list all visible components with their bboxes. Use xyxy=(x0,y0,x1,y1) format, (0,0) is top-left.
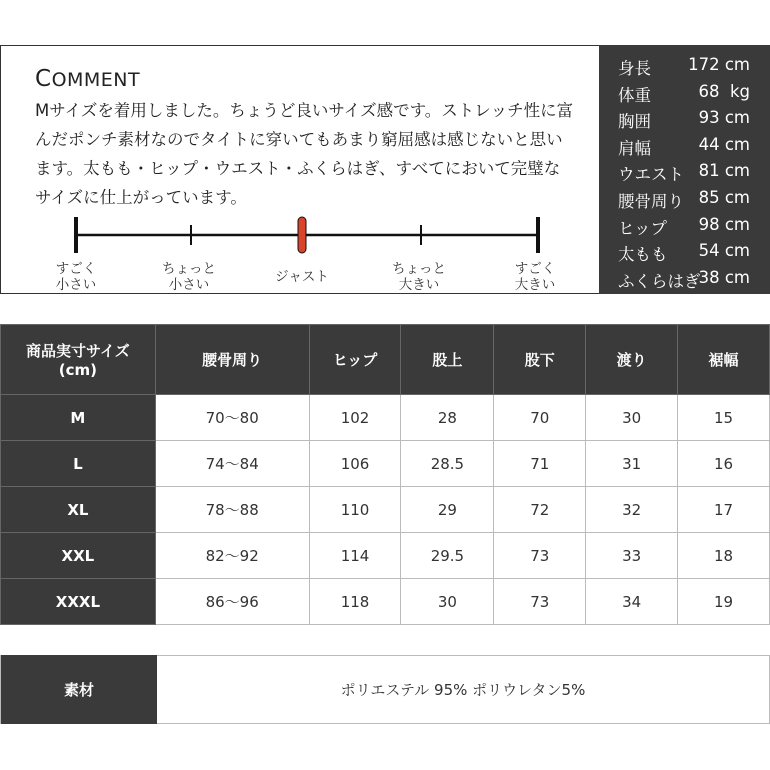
column-header: 裾幅 xyxy=(678,325,770,395)
size-label: XXXL xyxy=(1,579,156,625)
material-label: 素材 xyxy=(1,655,157,724)
column-header: 渡り xyxy=(586,325,678,395)
stat-row: 肩幅 44 cm xyxy=(618,134,750,158)
table-cell: 78〜88 xyxy=(155,487,309,533)
table-cell: 19 xyxy=(678,579,770,625)
comment-title: COMMENT xyxy=(35,66,141,92)
comment-text: Mサイズを着用しました。ちょうど良いサイズ感です。ストレッチ性に富んだポンチ素材なのでタイトに穿いてもあまり窮屈感は感じないと思います。太もも・ヒップ・ウエスト・ふくらはぎ、すべてにおいて完璧なサイズに仕上がっています。 xyxy=(35,101,574,207)
table-header-row xyxy=(1,325,770,395)
table-cell: 18 xyxy=(678,533,770,579)
material-row xyxy=(0,655,770,724)
table-cell: 29 xyxy=(401,487,494,533)
table-row xyxy=(1,579,770,625)
scale-label-slightly-large: ちょっと 大きい xyxy=(392,261,446,293)
column-header: 腰骨周り xyxy=(155,325,309,395)
table-cell: 17 xyxy=(678,487,770,533)
column-header: 股上 xyxy=(401,325,494,395)
table-cell: 31 xyxy=(586,441,678,487)
column-header: 股下 xyxy=(494,325,586,395)
size-label: XL xyxy=(1,487,156,533)
table-cell: 16 xyxy=(678,441,770,487)
table-cell: 72 xyxy=(494,487,586,533)
table-cell: 29.5 xyxy=(401,533,494,579)
table-cell: 73 xyxy=(494,533,586,579)
stat-row: 身長 172 cm xyxy=(618,55,750,78)
size-label: L xyxy=(1,441,156,487)
fit-scale xyxy=(41,211,561,291)
table-row xyxy=(1,487,770,533)
size-label: M xyxy=(1,395,156,441)
size-table xyxy=(0,324,770,625)
stat-row: 太もも 54 cm xyxy=(618,241,750,265)
stat-row: ふくらはぎ 38 cm xyxy=(618,267,750,291)
material-value: ポリエステル 95% ポリウレタン5% xyxy=(340,681,586,699)
table-cell: 118 xyxy=(309,579,401,625)
fit-marker-just xyxy=(298,217,306,253)
column-header: ヒップ xyxy=(309,325,401,395)
stat-row: 腰骨周り 85 cm xyxy=(618,187,750,211)
stat-row: ヒップ 98 cm xyxy=(618,214,750,238)
table-cell: 106 xyxy=(309,441,401,487)
table-row xyxy=(1,533,770,579)
table-cell: 71 xyxy=(494,441,586,487)
table-cell: 73 xyxy=(494,579,586,625)
table-cell: 32 xyxy=(586,487,678,533)
scale-label-very-large: すごく 大きい xyxy=(514,261,556,293)
table-cell: 82〜92 xyxy=(155,533,309,579)
table-cell: 114 xyxy=(309,533,401,579)
table-corner-header: 商品実寸サイズ (cm) xyxy=(1,325,156,395)
stat-row: 胸囲 93 cm xyxy=(618,108,750,132)
model-stats-panel xyxy=(599,45,770,294)
scale-label-very-small: すごく 小さい xyxy=(55,261,97,293)
table-cell: 28 xyxy=(401,395,494,441)
table-cell: 102 xyxy=(309,395,401,441)
size-label: XXL xyxy=(1,533,156,579)
stat-row: 体重 68 kg xyxy=(618,81,750,105)
table-cell: 74〜84 xyxy=(155,441,309,487)
table-cell: 33 xyxy=(586,533,678,579)
fit-scale-line xyxy=(41,211,561,261)
table-cell: 15 xyxy=(678,395,770,441)
table-cell: 86〜96 xyxy=(155,579,309,625)
table-cell: 30 xyxy=(401,579,494,625)
stat-row: ウエスト 81 cm xyxy=(618,161,750,185)
table-cell: 34 xyxy=(586,579,678,625)
table-cell: 28.5 xyxy=(401,441,494,487)
table-cell: 70 xyxy=(494,395,586,441)
scale-label-just: ジャスト xyxy=(275,269,329,285)
table-cell: 30 xyxy=(586,395,678,441)
table-cell: 110 xyxy=(309,487,401,533)
scale-label-slightly-small: ちょっと 小さい xyxy=(162,261,216,293)
table-row xyxy=(1,395,770,441)
table-row xyxy=(1,441,770,487)
comment-box xyxy=(0,45,599,294)
table-cell: 70〜80 xyxy=(155,395,309,441)
